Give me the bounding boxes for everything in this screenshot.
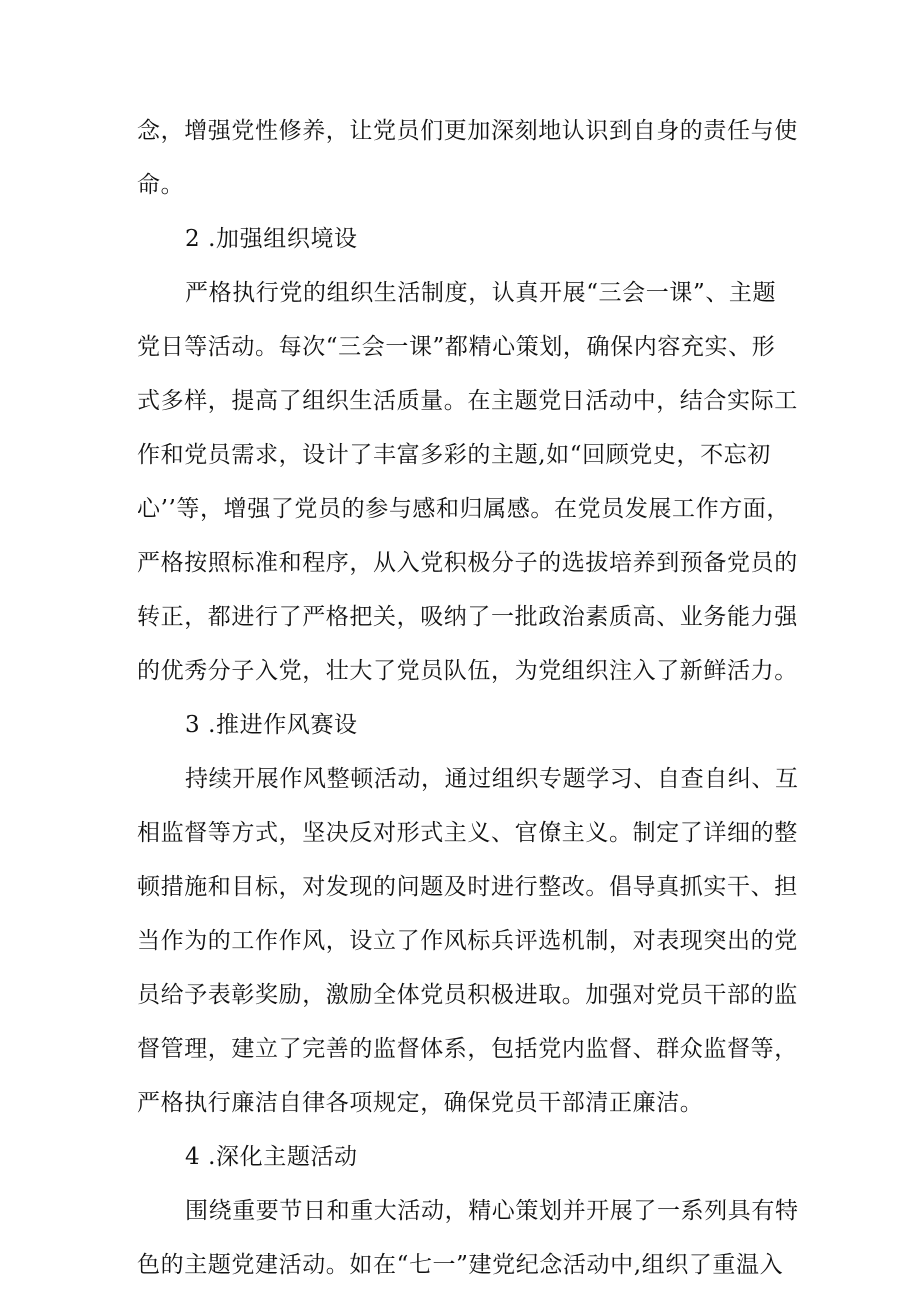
paragraph-line: 督管理，建立了完善的监督体系，包括党内监督、群众监督等，: [137, 1036, 798, 1062]
paragraph-line: 式多样，提高了组织生活质量。在主题党日活动中，结合实际工: [137, 388, 798, 414]
paragraph-line: 的优秀分子入党，壮大了党员队伍，为党组织注入了新鲜活力。: [137, 658, 798, 684]
paragraph-line: 念，增强党性修养，让党员们更加深刻地认识到自身的责任与使: [137, 118, 798, 144]
paragraph-line: 严格执行廉洁自律各项规定，确保党员干部清正廉洁。: [137, 1090, 704, 1116]
document-body: [137, 104, 797, 1292]
paragraph-line: 作和党员需求，设计了丰富多彩的主题,如“回顾党史，不忘初: [137, 442, 771, 468]
section-heading: 3 .推进作风赛设: [185, 712, 358, 738]
section-heading: 2 .加强组织境设: [185, 226, 358, 252]
paragraph-line: 顿措施和目标，对发现的问题及时进行整改。倡导真抓实干、担: [137, 874, 798, 900]
paragraph-line: 转正，都进行了严格把关，吸纳了一批政治素质高、业务能力强: [137, 604, 798, 630]
paragraph-line: 围绕重要节日和重大活动，精心策划并开展了一系列具有特: [185, 1198, 799, 1224]
paragraph-line: 严格按照标准和程序，从入党积极分子的选拔培养到预备党员的: [137, 550, 798, 576]
paragraph-line: 命。: [137, 172, 185, 198]
paragraph-line: 当作为的工作作风，设立了作风标兵评选机制，对表现突出的党: [137, 928, 798, 954]
paragraph-line: 持续开展作风整顿活动，通过组织专题学习、自查自纠、互: [185, 766, 799, 792]
paragraph-line: 相监督等方式，坚决反对形式主义、官僚主义。制定了详细的整: [137, 820, 798, 846]
section-heading: 4 .深化主题活动: [185, 1144, 358, 1170]
paragraph-line: 员给予表彰奖励，激励全体党员积极进取。加强对党员干部的监: [137, 982, 798, 1008]
paragraph-line: 严格执行党的组织生活制度，认真开展“三会一课”、主题: [185, 280, 777, 306]
paragraph-line: 心’’等，增强了党员的参与感和归属感。在党员发展工作方面，: [137, 496, 791, 522]
paragraph-line: 色的主题党建活动。如在“七一”建党纪念活动中,组织了重温入: [137, 1252, 784, 1278]
paragraph-line: 党日等活动。每次“三会一课”都精心策划，确保内容充实、形: [137, 334, 776, 360]
